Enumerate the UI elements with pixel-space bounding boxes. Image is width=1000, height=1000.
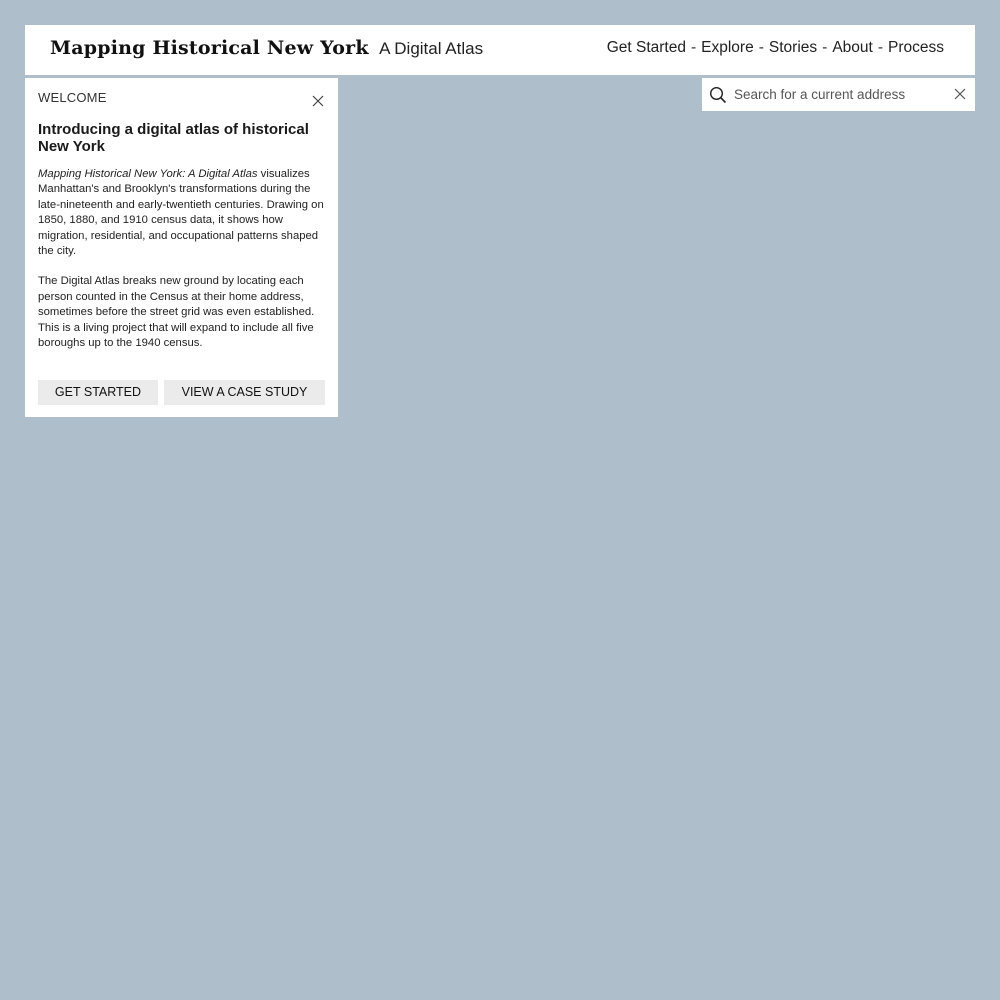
get-started-button[interactable]: GET STARTED xyxy=(38,380,158,405)
welcome-panel xyxy=(25,78,338,417)
nav-stories[interactable]: Stories xyxy=(768,39,818,56)
top-bar xyxy=(25,25,975,75)
nav-about[interactable]: About xyxy=(832,39,873,56)
main-nav xyxy=(607,39,944,57)
search-input[interactable] xyxy=(734,83,944,105)
nav-explore[interactable]: Explore xyxy=(701,39,754,56)
nav-separator: - xyxy=(758,39,764,56)
welcome-label: WELCOME xyxy=(38,90,107,105)
nav-separator: - xyxy=(690,39,697,56)
view-case-study-button[interactable]: VIEW A CASE STUDY xyxy=(164,380,325,405)
search-icon[interactable] xyxy=(709,86,727,104)
welcome-paragraph-2: The Digital Atlas breaks new ground by locating each person counted in the Census at their home address, sometimes before the street grid was even established. This is a living project that will expand to include all five boroughs up to the 1940 census. xyxy=(38,275,315,350)
welcome-paragraph-1 xyxy=(38,167,325,259)
nav-get-started[interactable]: Get Started xyxy=(606,39,686,56)
nav-separator: - xyxy=(877,39,883,56)
welcome-actions xyxy=(38,380,325,405)
welcome-body xyxy=(38,167,325,351)
site-subtitle: A Digital Atlas xyxy=(379,39,484,58)
site-brand[interactable] xyxy=(50,37,483,59)
nav-process[interactable]: Process xyxy=(888,39,944,56)
atlas-title-italic: Mapping Historical New York: A Digital Atlas xyxy=(38,168,258,180)
site-title[interactable]: Mapping Historical New York xyxy=(50,37,369,59)
close-icon[interactable] xyxy=(954,88,966,100)
address-search xyxy=(702,78,975,111)
close-icon[interactable] xyxy=(311,94,325,108)
welcome-paragraph-1-text: visualizes Manhattan's and Brooklyn's transformations during the late-nineteenth and early-twentieth centuries. Drawing on 1850, 1880, and 1910 census data, it shows how migration, residential, and occupational patterns shaped the city. xyxy=(38,168,324,258)
welcome-heading: Introducing a digital atlas of historical New York xyxy=(38,121,309,155)
nav-separator: - xyxy=(822,39,828,56)
